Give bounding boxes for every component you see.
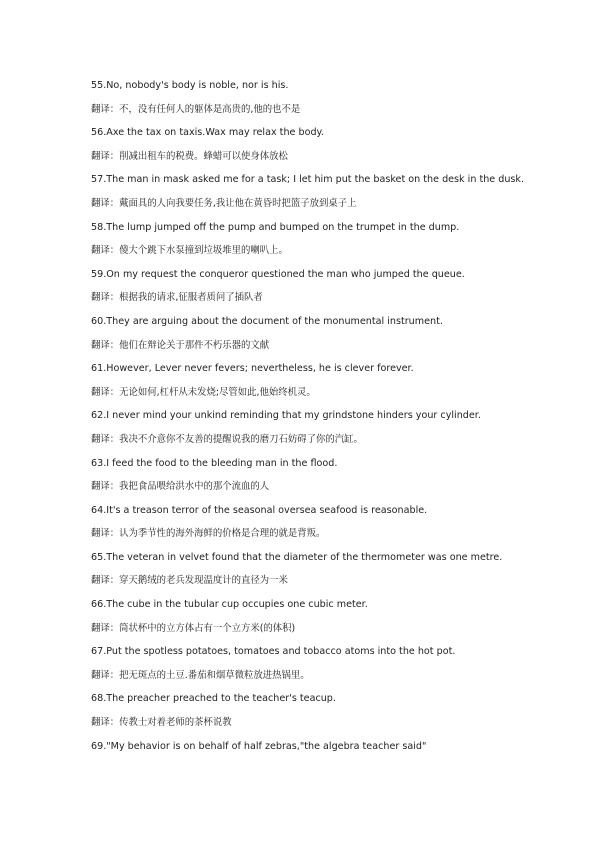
- chinese-translation: 翻译：他们在辩论关于那件不朽乐器的文献: [91, 339, 270, 351]
- english-sentence: 61.However, Lever never fevers; nevertheless, he is clever forever.: [91, 363, 414, 375]
- chinese-translation: 翻译：不，没有任何人的躯体是高贵的,他的也不是: [91, 103, 301, 115]
- chinese-translation: 翻译：我把食品喂给洪水中的那个流血的人: [91, 481, 270, 493]
- english-sentence: 67.Put the spotless potatoes, tomatoes and tobacco atoms into the hot pot.: [91, 646, 456, 658]
- english-sentence: 69."My behavior is on behalf of half zebras,"the algebra teacher said": [91, 740, 427, 752]
- sentence-entry: [91, 408, 581, 447]
- english-sentence: 57.The man in mask asked me for a task; I let him put the basket on the desk in the dusk.: [91, 174, 525, 186]
- chinese-translation: 翻译：根据我的请求,征服者质问了插队者: [91, 292, 263, 304]
- sentence-entry: [91, 597, 581, 636]
- chinese-translation: 翻译：戴面具的人向我要任务,我让他在黄昏时把篮子放到桌子上: [91, 197, 357, 209]
- sentence-entry: [91, 314, 581, 353]
- sentence-entry: [91, 267, 581, 306]
- chinese-translation: 翻译：穿天鹅绒的老兵发现温度计的直径为一米: [91, 575, 288, 587]
- english-sentence: 62.I never mind your unkind reminding that my grindstone hinders your cylinder.: [91, 410, 481, 422]
- sentence-entry: [91, 550, 581, 589]
- sentence-entry: [91, 361, 581, 400]
- english-sentence: 64.It's a treason terror of the seasonal oversea seafood is reasonable.: [91, 504, 428, 516]
- chinese-translation: 翻译：认为季节性的海外海鲜的价格是合理的就是背叛。: [91, 528, 326, 540]
- sentence-entry: [91, 503, 581, 542]
- chinese-translation: 翻译：筒状杯中的立方体占有一个立方米(的体积): [91, 622, 296, 634]
- chinese-translation: 翻译：无论如何,杠杆从未发烧;尽管如此,他始终机灵。: [91, 386, 316, 398]
- english-sentence: 55.No, nobody's body is noble, nor is his.: [91, 80, 289, 91]
- english-sentence: 68.The preacher preached to the teacher's teacup.: [91, 693, 336, 705]
- sentence-entry: [91, 691, 581, 730]
- english-sentence: 66.The cube in the tubular cup occupies one cubic meter.: [91, 599, 368, 611]
- sentence-entry: [91, 456, 581, 495]
- sentence-entry: [91, 644, 581, 683]
- sentence-entry: [91, 125, 581, 164]
- english-sentence: 65.The veteran in velvet found that the diameter of the thermometer was one metre.: [91, 551, 503, 563]
- sentence-entry: [91, 220, 581, 259]
- english-sentence: 59.On my request the conqueror questioned the man who jumped the queue.: [91, 268, 465, 280]
- sentence-entry: [91, 172, 581, 211]
- sentence-entry: [91, 78, 581, 117]
- chinese-translation: 翻译：削减出租车的税费。蜂蜡可以使身体放松: [91, 150, 288, 162]
- document-page: [91, 78, 581, 762]
- english-sentence: 56.Axe the tax on taxis.Wax may relax the body.: [91, 127, 324, 139]
- english-sentence: 63.I feed the food to the bleeding man in the flood.: [91, 457, 338, 469]
- chinese-translation: 翻译：我决不介意你不友善的提醒说我的磨刀石妨碍了你的汽缸。: [91, 433, 363, 445]
- chinese-translation: 翻译：傻大个跳下水泵撞到垃圾堆里的喇叭上。: [91, 245, 288, 257]
- english-sentence: 58.The lump jumped off the pump and bumped on the trumpet in the dump.: [91, 221, 460, 233]
- chinese-translation: 翻译：把无斑点的土豆.番茄和烟草微粒放进热锅里。: [91, 669, 310, 681]
- chinese-translation: 翻译：传教士对着老师的茶杯说教: [91, 717, 232, 729]
- english-sentence: 60.They are arguing about the document of the monumental instrument.: [91, 315, 443, 327]
